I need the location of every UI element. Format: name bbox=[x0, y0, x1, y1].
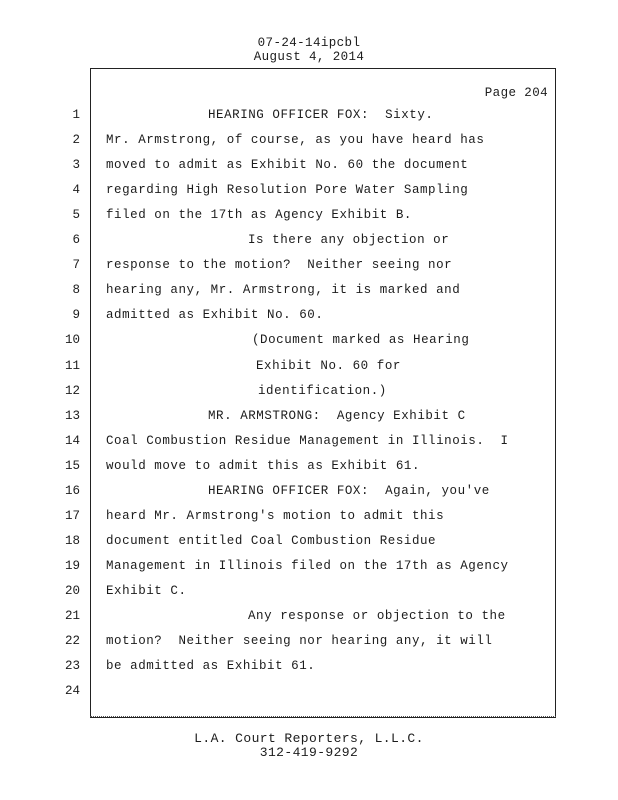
page-number: Page 204 bbox=[484, 86, 548, 100]
line-number: 4 bbox=[72, 183, 80, 198]
line-number: 3 bbox=[72, 158, 80, 173]
line-number: 7 bbox=[72, 258, 80, 273]
line-text: motion? Neither seeing nor hearing any, it will bbox=[106, 634, 493, 649]
line-number: 21 bbox=[64, 609, 80, 623]
line-number: 18 bbox=[64, 533, 80, 548]
frame-bottom-rule bbox=[90, 716, 556, 721]
line-number: 6 bbox=[72, 233, 80, 248]
line-text: Any response or objection to the bbox=[248, 609, 506, 623]
footer-phone: 312-419-9292 bbox=[259, 745, 359, 760]
line-text: Mr. Armstrong, of course, as you have heard has bbox=[106, 133, 485, 148]
line-text: would move to admit this as Exhibit 61. bbox=[106, 458, 420, 473]
line-number: 20 bbox=[64, 583, 80, 598]
line-text: heard Mr. Armstrong's motion to admit this bbox=[106, 508, 445, 523]
line-number: 23 bbox=[64, 659, 80, 674]
line-number: 17 bbox=[64, 508, 80, 523]
line-number: 11 bbox=[64, 358, 80, 373]
line-number: 14 bbox=[64, 433, 80, 448]
line-text: MR. ARMSTRONG: Agency Exhibit C bbox=[208, 408, 466, 423]
line-number: 8 bbox=[72, 283, 80, 298]
line-number: 13 bbox=[64, 408, 80, 423]
line-number: 5 bbox=[72, 208, 80, 223]
line-text: HEARING OFFICER FOX: Sixty. bbox=[208, 108, 434, 122]
footer-reporter: L.A. Court Reporters, L.L.C. bbox=[194, 731, 424, 746]
line-number: 1 bbox=[72, 108, 80, 122]
line-number: 22 bbox=[64, 634, 80, 649]
line-text: document entitled Coal Combustion Residue bbox=[106, 533, 437, 548]
line-number: 9 bbox=[72, 308, 80, 323]
line-text: HEARING OFFICER FOX: Again, you've bbox=[208, 483, 490, 498]
line-text: moved to admit as Exhibit No. 60 the document bbox=[106, 158, 469, 173]
line-text: regarding High Resolution Pore Water Sampling bbox=[106, 183, 469, 198]
line-number: 16 bbox=[64, 483, 80, 498]
line-text: Is there any objection or bbox=[248, 233, 450, 248]
line-number: 10 bbox=[64, 333, 80, 348]
line-number: 19 bbox=[64, 558, 80, 573]
line-text: admitted as Exhibit No. 60. bbox=[106, 308, 324, 323]
line-text: response to the motion? Neither seeing nor bbox=[106, 258, 453, 273]
line-text: Exhibit No. 60 for bbox=[256, 358, 401, 373]
line-text: identification.) bbox=[258, 383, 387, 398]
header-date: August 4, 2014 bbox=[253, 50, 365, 64]
line-text: hearing any, Mr. Armstrong, it is marked and bbox=[106, 283, 461, 298]
line-text: Management in Illinois filed on the 17th as Agency bbox=[106, 558, 509, 573]
line-text: filed on the 17th as Agency Exhibit B. bbox=[106, 208, 412, 223]
line-text: Coal Combustion Residue Management in Illinois. I bbox=[106, 433, 509, 448]
line-number: 24 bbox=[64, 684, 80, 699]
line-text: be admitted as Exhibit 61. bbox=[106, 659, 316, 674]
header-case-id: 07-24-14ipcbl bbox=[257, 36, 361, 50]
line-number: 12 bbox=[64, 383, 80, 398]
line-text: Exhibit C. bbox=[106, 583, 187, 598]
line-number: 15 bbox=[64, 458, 80, 473]
line-text: (Document marked as Hearing bbox=[252, 333, 470, 348]
line-number: 2 bbox=[72, 133, 80, 148]
